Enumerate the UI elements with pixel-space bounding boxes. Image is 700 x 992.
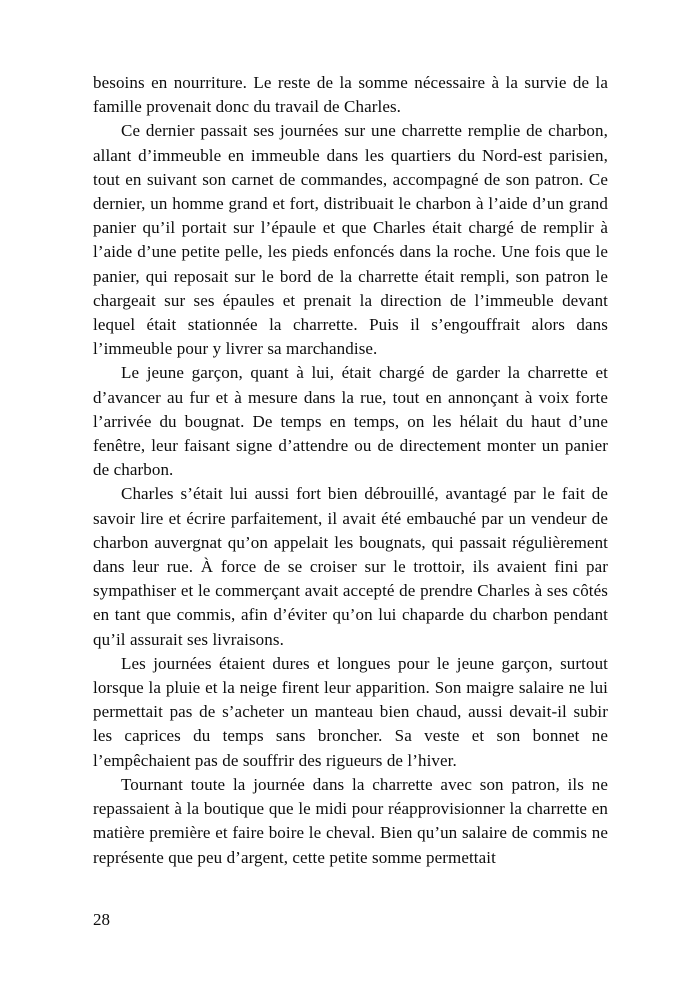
- paragraph: Les journées étaient dures et longues pour le jeune garçon, surtout lorsque la pluie et la neige firent leur apparition. Son maigre salaire ne lui permettait pas de s’acheter un manteau bien chaud, aussi devait-il subir les caprices du temps sans broncher. Sa veste et son bonnet ne l’empêchaient pas de souffrir des rigueurs de l’hiver.: [93, 653, 608, 770]
- body-text: [93, 71, 608, 870]
- paragraph: Charles s’était lui aussi fort bien débrouillé, avantagé par le fait de savoir lire et écrire parfaitement, il avait été embauché par un vendeur de charbon auvergnat qu’on appelait les bougnats, qui passait régulièrement dans leur rue. À force de se croiser sur le trottoir, ils avaient fini par sympathiser et le commerçant avait accepté de prendre Charles à ses côtés en tant que commis, afin d’éviter qu’on lui chaparde du charbon pendant qu’il assurait ses livraisons.: [93, 484, 608, 649]
- paragraph: Ce dernier passait ses journées sur une charrette remplie de charbon, allant d’immeuble en immeuble dans les quartiers du Nord-est parisien, tout en suivant son carnet de commandes, accompagné de son patron. Ce dernier, un homme grand et fort, distribuait le charbon à l’aide d’un grand panier qu’il portait sur l’épaule et que Charles était chargé de remplir à l’aide d’une petite pelle, les pieds enfoncés dans la roche. Une fois que le panier, qui reposait sur le bord de la charrette était rempli, son patron le chargeait sur ses épaules et prenait la direction de l’immeuble devant lequel était stationnée la charrette. Puis il s’engouffrait alors dans l’immeuble pour y livrer sa marchandise.: [93, 121, 608, 359]
- page-number: 28: [93, 910, 110, 929]
- paragraph: Tournant toute la journée dans la charrette avec son patron, ils ne repassaient à la boutique que le midi pour réapprovisionner la charrette en matière première et faire boire le cheval. Bien qu’un salaire de commis ne représente que peu d’argent, cette petite somme permettait: [93, 774, 608, 867]
- paragraph: besoins en nourriture. Le reste de la somme nécessaire à la survie de la famille provenait donc du travail de Charles.: [93, 73, 608, 117]
- paragraph: Le jeune garçon, quant à lui, était chargé de garder la charrette et d’avancer au fur et à mesure dans la rue, tout en annonçant à voix forte l’arrivée du bougnat. De temps en temps, on les hélait du haut d’une fenêtre, leur faisant signe d’attendre ou de directement monter un panier de charbon.: [93, 363, 608, 480]
